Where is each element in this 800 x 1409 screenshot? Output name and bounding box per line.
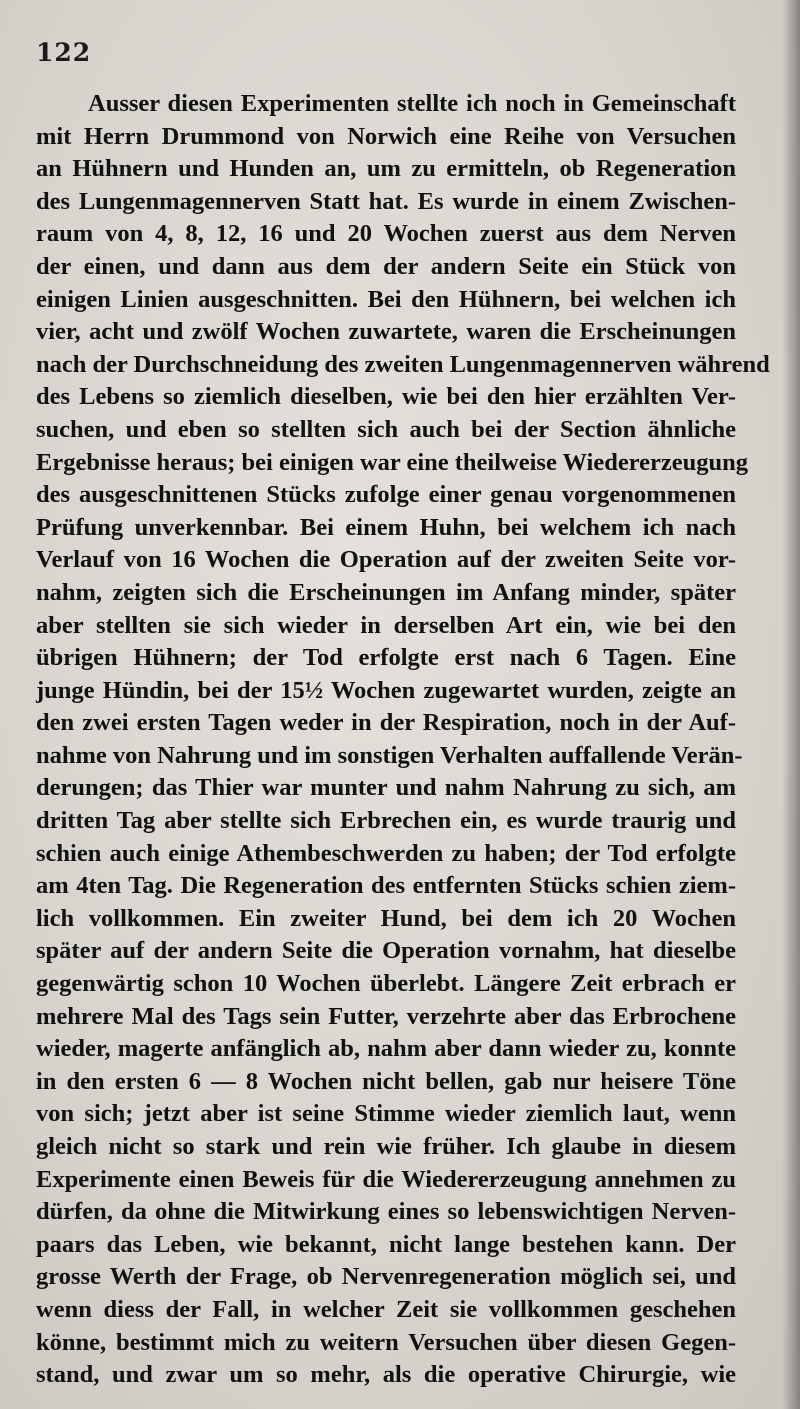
page-number: 122: [36, 38, 92, 67]
text-line: des Lungenmagennerven Statt hat. Es wurde in einem Zwischen-: [36, 187, 736, 215]
text-line: des Lebens so ziemlich dieselben, wie bei den hier erzählten Ver-: [36, 383, 736, 411]
text-line: gleich nicht so stark und rein wie früher. Ich glaube in diesem: [36, 1133, 736, 1160]
text-line: dritten Tag aber stellte sich Erbrechen ein, es wurde traurig und: [36, 807, 736, 835]
text-line: Ausser diesen Experimenten stellte ich noch in Gemeinschaft: [88, 90, 736, 117]
text-line: stand, und zwar um so mehr, als die operative Chirurgie, wie: [36, 1361, 736, 1389]
text-line: in den ersten 6 — 8 Wochen nicht bellen, gab nur heisere Töne: [36, 1067, 736, 1095]
text-line: raum von 4, 8, 12, 16 und 20 Wochen zuerst aus dem Nerven: [36, 220, 736, 248]
text-line: am 4ten Tag. Die Regeneration des entfernten Stücks schien ziem-: [36, 872, 736, 900]
text-line: einigen Linien ausgeschnitten. Bei den Hühnern, bei welchen ich: [36, 285, 736, 313]
text-line: lich vollkommen. Ein zweiter Hund, bei dem ich 20 Wochen: [36, 904, 736, 932]
text-line: suchen, und eben so stellten sich auch bei der Section ähnliche: [36, 415, 736, 443]
text-line: aber stellten sie sich wieder in derselben Art ein, wie bei den: [36, 611, 736, 639]
text-line: junge Hündin, bei der 15½ Wochen zugewartet wurden, zeigte an: [36, 676, 736, 704]
text-line: von sich; jetzt aber ist seine Stimme wieder ziemlich laut, wenn: [36, 1100, 736, 1128]
text-line: wenn diess der Fall, in welcher Zeit sie vollkommen geschehen: [36, 1295, 736, 1323]
text-line: Verlauf von 16 Wochen die Operation auf der zweiten Seite vor-: [36, 546, 736, 574]
text-line: mit Herrn Drummond von Norwich eine Reihe von Versuchen: [36, 122, 736, 150]
text-line: später auf der andern Seite die Operation vornahm, hat dieselbe: [36, 937, 736, 965]
text-line: mehrere Mal des Tags sein Futter, verzehrte aber das Erbrochene: [36, 1002, 736, 1030]
text-line: gegenwärtig schon 10 Wochen überlebt. Längere Zeit erbrach er: [36, 970, 736, 998]
body-text: [36, 88, 770, 1392]
text-line: Experimente einen Beweis für die Wiedererzeugung annehmen zu: [36, 1165, 736, 1193]
text-line: vier, acht und zwölf Wochen zuwartete, waren die Erscheinungen: [36, 318, 736, 346]
text-line: paars das Leben, wie bekannt, nicht lange bestehen kann. Der: [36, 1230, 736, 1258]
text-line: an Hühnern und Hunden an, um zu ermitteln, ob Regeneration: [36, 155, 736, 183]
text-line: den zwei ersten Tagen weder in der Respiration, noch in der Auf-: [36, 709, 736, 737]
text-line: Ergebnisse heraus; bei einigen war eine theilweise Wiedererzeugung: [36, 448, 749, 476]
text-line: nahme von Nahrung und im sonstigen Verhalten auffallende Verän-: [36, 741, 743, 769]
text-line: schien auch einige Athembeschwerden zu haben; der Tod erfolgte: [36, 839, 736, 867]
text-line: nahm, zeigten sich die Erscheinungen im Anfang minder, später: [36, 578, 736, 606]
text-line: grosse Werth der Frage, ob Nervenregeneration möglich sei, und: [36, 1263, 736, 1291]
text-line: der einen, und dann aus dem der andern Seite ein Stück von: [36, 252, 736, 280]
text-line: nach der Durchschneidung des zweiten Lungenmagennerven während: [36, 350, 770, 378]
text-line: wieder, magerte anfänglich ab, nahm aber dann wieder zu, konnte: [36, 1035, 736, 1063]
text-line: derungen; das Thier war munter und nahm Nahrung zu sich, am: [36, 774, 736, 802]
text-line: könne, bestimmt mich zu weitern Versuchen über diesen Gegen-: [36, 1328, 736, 1356]
text-line: des ausgeschnittenen Stücks zufolge einer genau vorgenommenen: [36, 481, 736, 509]
text-line: dürfen, da ohne die Mitwirkung eines so lebenswichtigen Nerven-: [36, 1198, 736, 1226]
text-line: übrigen Hühnern; der Tod erfolgte erst nach 6 Tagen. Eine: [36, 644, 736, 672]
text-line: Prüfung unverkennbar. Bei einem Huhn, bei welchem ich nach: [36, 513, 736, 541]
